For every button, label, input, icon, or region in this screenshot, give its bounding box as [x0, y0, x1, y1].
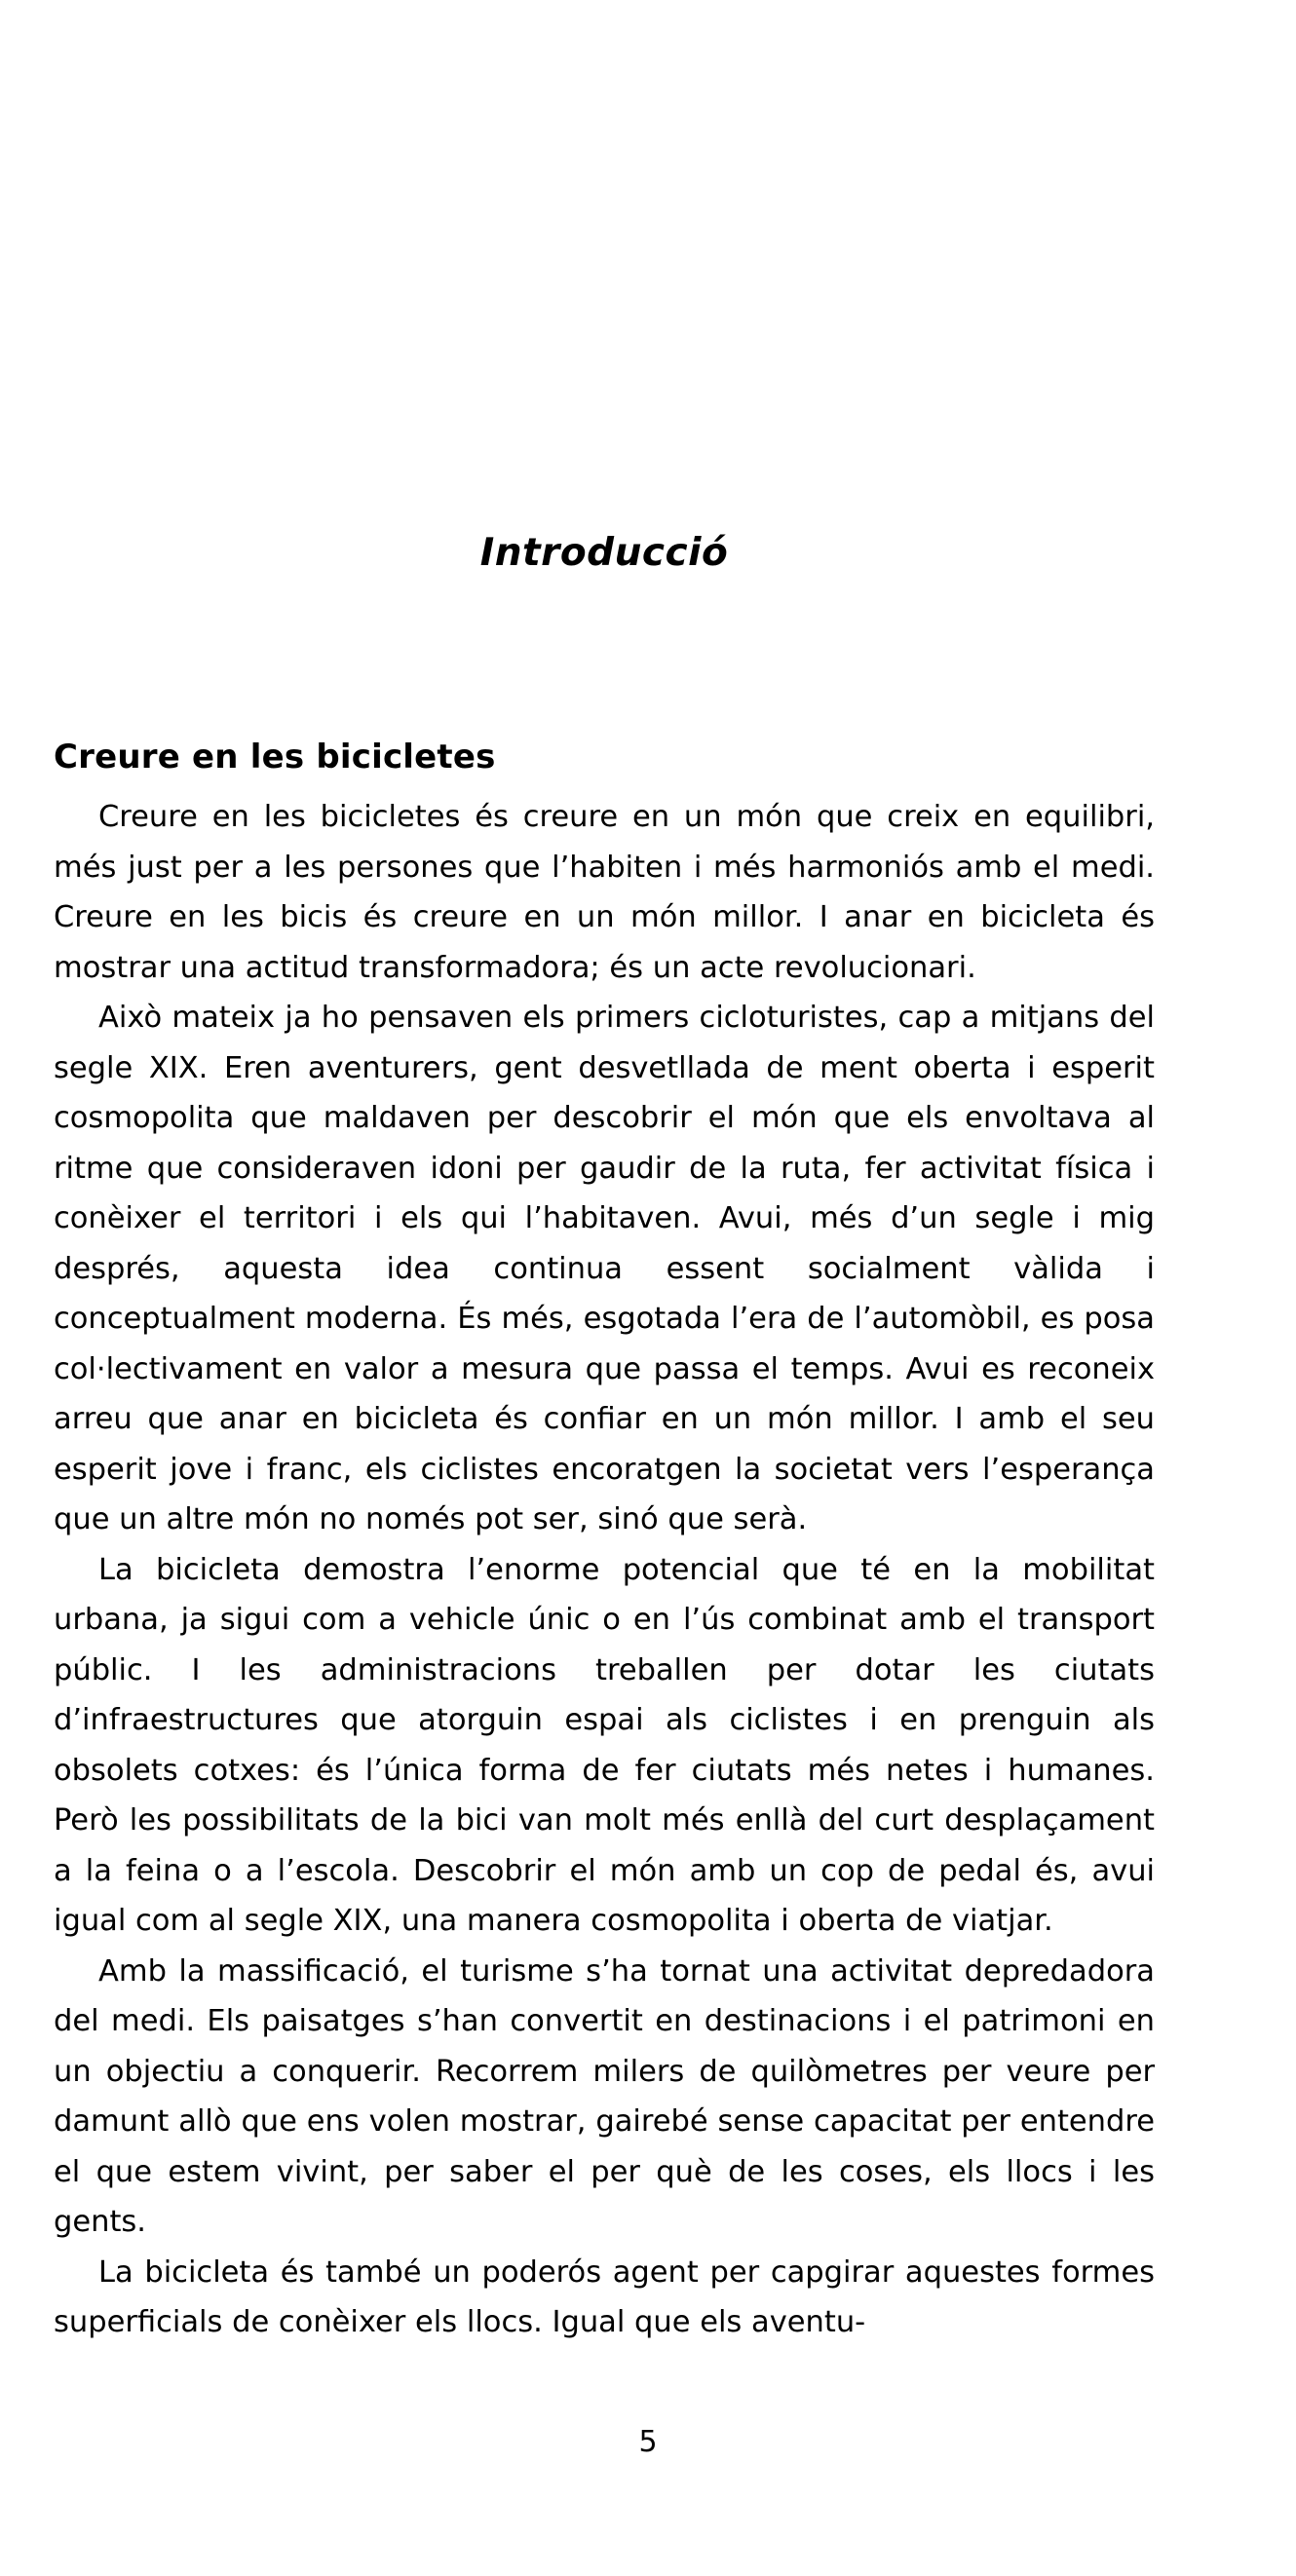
page-content	[54, 0, 1155, 2348]
section-heading: Creure en les bicicletes	[54, 738, 496, 777]
paragraph	[54, 2248, 1155, 2348]
paragraph	[54, 1545, 1155, 1947]
paragraph	[54, 993, 1155, 1545]
paragraph-text: Amb la massificació, el turisme s’ha tornat una activitat depredadora del medi. Els paisatges s’han convertit en destinacions i el patrimoni en un objectiu a conquerir. Recorrem milers de quilòmetres per veure per damunt allò que ens volen mostrar, gairebé sense capacitat per entendre el que estem vivint, per saber el per què de les coses, els llocs i les gents.	[54, 1953, 1155, 2239]
paragraph-text: La bicicleta demostra l’enorme potencial que té en la mobilitat urbana, ja sigui com a vehicle únic o en l’ús combinat amb el transport públic. I les administracions treballen per dotar les ciutats d’infraestructures que atorguin espai als ciclistes i en prenguin als obsolets cotxes: és l’única forma de fer ciutats més netes i humanes. Però les possibilitats de la bici van molt més enllà del curt desplaçament a la feina o a l’escola. Descobrir el món amb un cop de pedal és, avui igual com al segle XIX, una manera cosmopolita i oberta de viatjar.	[54, 1552, 1155, 1938]
paragraph	[54, 792, 1155, 993]
chapter-title: Introducció	[479, 531, 729, 575]
paragraph-text: La bicicleta és també un poderós agent per capgirar aquestes formes superficials de conèixer els llocs. Igual que els aventu-	[54, 2254, 1155, 2339]
paragraph-text: Això mateix ja ho pensaven els primers cicloturistes, cap a mitjans del segle XIX. Eren aventurers, gent desvetllada de ment oberta i esperit cosmopolita que maldaven per descobrir el món que els envoltava al ritme que consideraven idoni per gaudir de la ruta, fer activitat física i conèixer el territori i els qui l’habitaven. Avui, més d’un segle i mig després, aquesta idea continua essent socialment vàlida i conceptualment moderna. És més, esgotada l’era de l’automòbil, es posa col·lectivament en valor a mesura que passa el temps. Avui es reconeix arreu que anar en bicicleta és confiar en un món millor. I amb el seu esperit jove i franc, els ciclistes encoratgen la societat vers l’esperança que un altre món no només pot ser, sinó que serà.	[54, 1001, 1155, 1536]
page-number: 5	[638, 2425, 658, 2459]
paragraph-text: Creure en les bicicletes és creure en un món que creix en equilibri, més just per a les persones que l’habiten i més harmoniós amb el medi. Creure en les bicis és creure en un món millor. I anar en bicicleta és mostrar una actitud transformadora; és un acte revolucionari.	[54, 800, 1155, 985]
paragraph	[54, 1947, 1155, 2248]
